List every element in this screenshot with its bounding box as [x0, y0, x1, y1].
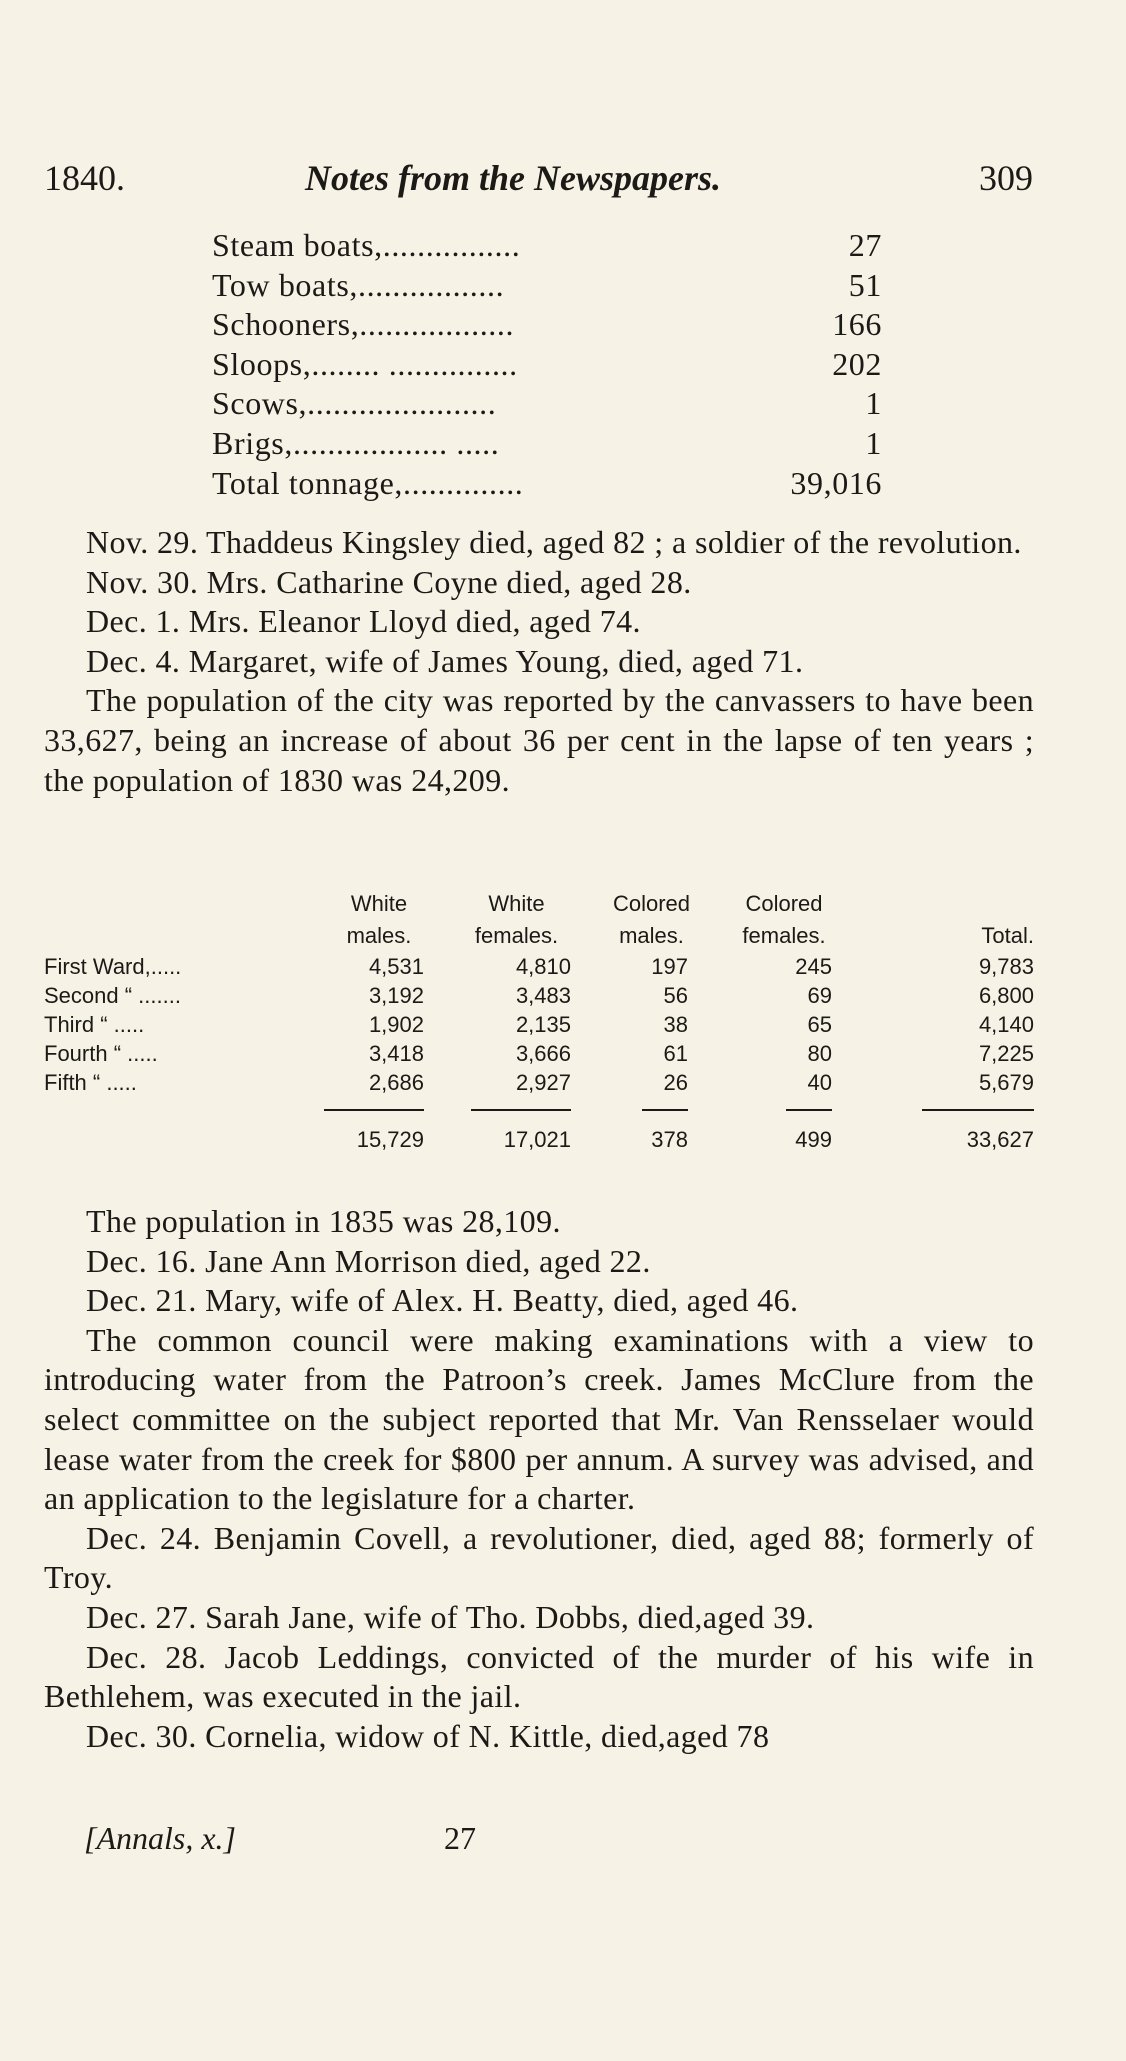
paragraph: Dec. 28. Jacob Leddings, convicted of the murder of his wife in Bethlehem, was executed in the jail.: [44, 1638, 1034, 1715]
table-cell: 197: [651, 954, 688, 979]
sum-rule: [786, 1109, 832, 1111]
column-header: Colored males.: [612, 891, 691, 948]
total-cell: 17,021: [503, 1127, 571, 1152]
table-cell: 40: [807, 1070, 832, 1095]
totals-rule-row: [44, 1097, 1034, 1111]
total-cell: 378: [651, 1127, 688, 1152]
shipping-label: Tow boats,.................: [212, 266, 505, 303]
table-header-row: [44, 888, 1034, 952]
table-cell: 4,810: [515, 954, 571, 979]
paragraph: Dec. 4. Margaret, wife of James Young, died, aged 71.: [86, 642, 804, 679]
shipping-label: Sloops,........ ...............: [212, 345, 518, 382]
shipping-row: [212, 226, 882, 266]
column-header: White females.: [474, 891, 559, 948]
shipping-value: 51: [848, 266, 882, 303]
total-cell: 15,729: [356, 1127, 424, 1152]
paragraph: Nov. 30. Mrs. Catharine Coyne died, aged 28.: [86, 563, 692, 600]
shipping-row: [212, 384, 882, 424]
ward-name: First Ward,.....: [44, 954, 182, 979]
table-cell: 6,800: [978, 983, 1034, 1008]
table-cell: 2,927: [515, 1070, 571, 1095]
text-block-before-table: [44, 523, 1034, 800]
column-header: Total.: [981, 923, 1034, 948]
shipping-label: Steam boats,................: [212, 227, 521, 263]
table-cell: 3,666: [515, 1041, 571, 1066]
paragraph: Dec. 1. Mrs. Eleanor Lloyd died, aged 74.: [86, 603, 641, 640]
table-cell: 2,135: [515, 1012, 571, 1037]
shipping-value: 39,016: [790, 464, 882, 501]
running-head-title: Notes from the Newspapers.: [305, 158, 721, 198]
paragraph: Nov. 29. Thaddeus Kingsley died, aged 82 ; a soldier of the revolution.: [86, 524, 1022, 560]
totals-row: [44, 1111, 1034, 1154]
shipping-row: [212, 464, 882, 504]
column-header: [44, 888, 314, 952]
table-cell: 3,192: [368, 983, 424, 1008]
table-cell: 56: [663, 983, 688, 1008]
table-row: [44, 1039, 1034, 1068]
paragraph: Dec. 30. Cornelia, widow of N. Kittle, died,aged 78: [86, 1717, 770, 1754]
paragraph: Dec. 21. Mary, wife of Alex. H. Beatty, died, aged 46.: [86, 1282, 799, 1319]
column-header: Colored females.: [742, 891, 826, 948]
table-cell: 9,783: [978, 954, 1034, 979]
table-cell: 61: [663, 1041, 688, 1066]
ward-name: Fourth “ .....: [44, 1041, 158, 1066]
shipping-value: 1: [865, 385, 882, 422]
ward-name: Third “ .....: [44, 1012, 145, 1037]
paragraph: The common council were making examinations with a view to introducing water from the Patroon’s creek. James McClure from the select committee on the subject reported that Mr. Van Rensselaer would lease water from the creek for $800 per annum. A survey was advised, and an application to the legislature for a charter.: [44, 1321, 1034, 1517]
paragraph: Dec. 24. Benjamin Covell, a revolutioner, died, aged 88; formerly of Troy.: [44, 1519, 1034, 1596]
table-cell: 65: [807, 1012, 832, 1037]
shipping-row: [212, 266, 882, 306]
ward-name: Fifth “ .....: [44, 1070, 137, 1095]
annals-reference: [Annals, x.]: [84, 1820, 236, 1856]
shipping-label: Brigs,.................. .....: [212, 424, 500, 461]
paragraph: The population in 1835 was 28,109.: [86, 1203, 561, 1239]
table-row: [44, 1010, 1034, 1039]
running-head-year: 1840.: [44, 158, 125, 198]
table-cell: 80: [807, 1041, 832, 1066]
table-cell: 38: [663, 1012, 688, 1037]
shipping-label: Total tonnage,..............: [212, 464, 524, 501]
table-cell: [44, 1111, 314, 1154]
table-cell: 1,902: [368, 1012, 424, 1037]
paragraph: Dec. 16. Jane Ann Morrison died, aged 22.: [86, 1242, 651, 1279]
page-footer: [84, 1818, 476, 1858]
table-cell: 5,679: [978, 1070, 1034, 1095]
ward-name: Second “ .......: [44, 983, 181, 1008]
table-row: [44, 1068, 1034, 1097]
table-cell: 4,531: [368, 954, 424, 979]
population-table: [44, 888, 1034, 1154]
shipping-row: [212, 345, 882, 385]
signature-mark: 27: [444, 1820, 476, 1856]
table-cell: 3,483: [515, 983, 571, 1008]
shipping-row: [212, 424, 882, 464]
shipping-label: Scows,......................: [212, 385, 497, 422]
shipping-value: 166: [832, 306, 882, 343]
shipping-row: [212, 305, 882, 345]
text-block-after-table: [44, 1202, 1034, 1756]
table-cell: 26: [663, 1070, 688, 1095]
sum-rule: [324, 1109, 424, 1111]
table-cell: 2,686: [368, 1070, 424, 1095]
table-cell: 3,418: [368, 1041, 424, 1066]
column-header: White males.: [346, 891, 412, 948]
sum-rule: [642, 1109, 688, 1111]
shipping-value: 1: [865, 424, 882, 461]
table-row: [44, 981, 1034, 1010]
shipping-list: [212, 226, 882, 503]
table-cell: 245: [795, 954, 832, 979]
shipping-label: Schooners,..................: [212, 306, 515, 343]
paragraph: Dec. 27. Sarah Jane, wife of Tho. Dobbs, died,aged 39.: [86, 1598, 815, 1635]
paragraph: The population of the city was reported by the canvassers to have been 33,627, being an increase of about 36 per cent in the lapse of ten years ; the population of 1830 was 24,209.: [44, 682, 1034, 798]
shipping-value: 27: [848, 227, 882, 263]
page-number: 309: [979, 158, 1033, 198]
total-cell: 499: [795, 1127, 832, 1152]
sum-rule: [922, 1109, 1034, 1111]
table-cell: 69: [807, 983, 832, 1008]
table-cell: 4,140: [978, 1012, 1034, 1037]
sum-rule: [471, 1109, 571, 1111]
total-cell: 33,627: [966, 1127, 1034, 1152]
table-row: [44, 952, 1034, 981]
table-cell: 7,225: [978, 1041, 1034, 1066]
shipping-value: 202: [832, 345, 882, 382]
